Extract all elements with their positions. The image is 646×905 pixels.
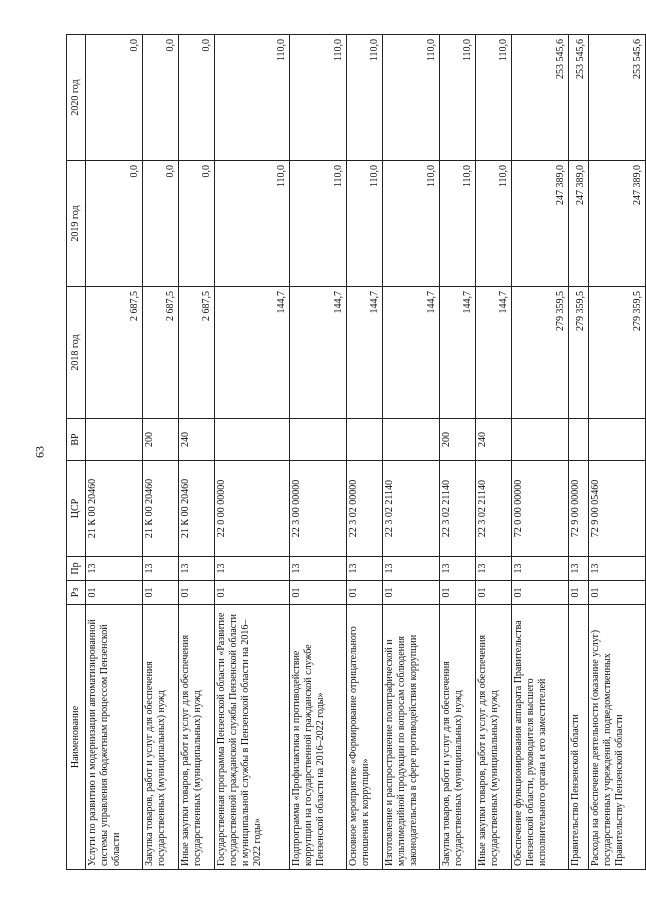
cell-vr: 200 [143, 419, 179, 461]
cell-y2020: 110,0 [440, 35, 476, 161]
cell-csr: 21 К 00 20460 [86, 461, 143, 557]
cell-y2018: 279 359,5 [512, 287, 569, 419]
cell-y2019: 110,0 [440, 161, 476, 287]
cell-y2020: 110,0 [215, 35, 290, 161]
table-row [215, 35, 290, 870]
cell-y2018: 144,7 [440, 287, 476, 419]
table-row [347, 35, 383, 870]
cell-pr: 13 [512, 557, 569, 581]
cell-csr: 72 9 00 00000 [569, 461, 589, 557]
cell-csr: 22 3 02 21140 [476, 461, 512, 557]
cell-rz: 01 [290, 581, 347, 605]
table-row [440, 35, 476, 870]
cell-name: Расходы на обеспечение деятельности (оказание услуг) государственных учреждений, подведомственных Правительству Пензенской области [589, 605, 646, 870]
cell-y2019: 0,0 [143, 161, 179, 287]
header-2020: 2020 год [67, 35, 86, 161]
cell-csr: 72 9 00 05460 [589, 461, 646, 557]
cell-name: Основное мероприятие «Формирование отрицательного отношения к коррупции» [347, 605, 383, 870]
table-header-row [67, 35, 86, 870]
cell-y2020: 110,0 [347, 35, 383, 161]
cell-pr: 13 [347, 557, 383, 581]
cell-name: Правительство Пензенской области [569, 605, 589, 870]
cell-y2019: 247 389,0 [512, 161, 569, 287]
cell-name: Закупка товаров, работ и услуг для обеспечения государственных (муниципальных) нужд [143, 605, 179, 870]
cell-name: Иные закупки товаров, работ и услуг для обеспечения государственных (муниципальных) нужд [476, 605, 512, 870]
cell-y2018: 2 687,5 [86, 287, 143, 419]
cell-y2018: 2 687,5 [143, 287, 179, 419]
cell-rz: 01 [589, 581, 646, 605]
cell-y2020: 0,0 [86, 35, 143, 161]
cell-y2020: 253 545,6 [589, 35, 646, 161]
cell-pr: 13 [143, 557, 179, 581]
cell-csr: 22 3 02 21140 [383, 461, 440, 557]
cell-csr: 22 0 00 00000 [215, 461, 290, 557]
table-row [86, 35, 143, 870]
cell-vr [347, 419, 383, 461]
cell-vr [290, 419, 347, 461]
cell-name: Подпрограмма «Профилактика и противодействие коррупции на государственной гражданской службе Пензенской области на 2016–2022 годы» [290, 605, 347, 870]
cell-y2018: 144,7 [347, 287, 383, 419]
cell-y2020: 0,0 [179, 35, 215, 161]
table-row [383, 35, 440, 870]
table-row [512, 35, 569, 870]
table-body [86, 35, 646, 870]
cell-vr [86, 419, 143, 461]
cell-csr: 21 К 00 20460 [179, 461, 215, 557]
cell-pr: 13 [383, 557, 440, 581]
cell-vr [383, 419, 440, 461]
cell-vr: 240 [476, 419, 512, 461]
table-row [589, 35, 646, 870]
page-number-text: 63 [32, 446, 47, 458]
cell-name: Обеспечение функционирования аппарата Правительства Пензенской области, руководителя высшего исполнительного органа и его заместителей [512, 605, 569, 870]
cell-pr: 13 [86, 557, 143, 581]
cell-y2019: 247 389,0 [589, 161, 646, 287]
header-csr: ЦСР [67, 461, 86, 557]
cell-y2020: 253 545,6 [569, 35, 589, 161]
cell-y2019: 110,0 [476, 161, 512, 287]
cell-y2018: 144,7 [476, 287, 512, 419]
cell-y2020: 110,0 [290, 35, 347, 161]
cell-y2020: 110,0 [383, 35, 440, 161]
cell-name: Государственная программа Пензенской области «Развитие государственной гражданской службы Пензенской области и муниципальной службы в Пензенской области на 2016–2022 годы» [215, 605, 290, 870]
cell-y2019: 0,0 [86, 161, 143, 287]
cell-y2019: 110,0 [290, 161, 347, 287]
cell-y2018: 2 687,5 [179, 287, 215, 419]
cell-csr: 72 0 00 00000 [512, 461, 569, 557]
cell-y2019: 0,0 [179, 161, 215, 287]
cell-vr: 240 [179, 419, 215, 461]
table-row [179, 35, 215, 870]
rotated-page-content [66, 35, 643, 870]
cell-pr: 13 [476, 557, 512, 581]
cell-csr: 22 3 02 00000 [347, 461, 383, 557]
table-row [569, 35, 589, 870]
cell-rz: 01 [179, 581, 215, 605]
cell-pr: 13 [440, 557, 476, 581]
cell-y2018: 279 359,5 [589, 287, 646, 419]
cell-y2018: 279 359,5 [569, 287, 589, 419]
cell-pr: 13 [215, 557, 290, 581]
cell-y2019: 247 389,0 [569, 161, 589, 287]
cell-y2018: 144,7 [290, 287, 347, 419]
cell-y2020: 253 545,6 [512, 35, 569, 161]
header-rz: Рз [67, 581, 86, 605]
cell-rz: 01 [143, 581, 179, 605]
cell-rz: 01 [569, 581, 589, 605]
cell-y2018: 144,7 [215, 287, 290, 419]
cell-csr: 22 3 00 00000 [290, 461, 347, 557]
header-2019: 2019 год [67, 161, 86, 287]
cell-pr: 13 [569, 557, 589, 581]
header-2018: 2018 год [67, 287, 86, 419]
cell-y2019: 110,0 [383, 161, 440, 287]
cell-rz: 01 [383, 581, 440, 605]
cell-rz: 01 [215, 581, 290, 605]
header-vr: ВР [67, 419, 86, 461]
cell-vr [589, 419, 646, 461]
cell-rz: 01 [347, 581, 383, 605]
cell-pr: 13 [290, 557, 347, 581]
cell-csr: 22 3 02 21140 [440, 461, 476, 557]
cell-y2019: 110,0 [215, 161, 290, 287]
cell-vr [512, 419, 569, 461]
cell-name: Услуги по развитию и модернизации автоматизированной системы управления бюджетным процессом Пензенской области [86, 605, 143, 870]
cell-vr [569, 419, 589, 461]
cell-name: Иные закупки товаров, работ и услуг для обеспечения государственных (муниципальных) нужд [179, 605, 215, 870]
cell-pr: 13 [589, 557, 646, 581]
cell-y2018: 144,7 [383, 287, 440, 419]
cell-name: Закупка товаров, работ и услуг для обеспечения государственных (муниципальных) нужд [440, 605, 476, 870]
cell-vr: 200 [440, 419, 476, 461]
cell-y2019: 110,0 [347, 161, 383, 287]
cell-y2020: 110,0 [476, 35, 512, 161]
budget-table [66, 34, 646, 870]
table-row [476, 35, 512, 870]
cell-pr: 13 [179, 557, 215, 581]
table-row [290, 35, 347, 870]
cell-vr [215, 419, 290, 461]
cell-rz: 01 [476, 581, 512, 605]
header-pr: Пр [67, 557, 86, 581]
header-name: Наименование [67, 605, 86, 870]
cell-rz: 01 [512, 581, 569, 605]
cell-rz: 01 [440, 581, 476, 605]
cell-csr: 21 К 00 20460 [143, 461, 179, 557]
cell-y2020: 0,0 [143, 35, 179, 161]
table-row [143, 35, 179, 870]
cell-name: Изготовление и распространение полиграфической и мультимедийной продукции по вопросам соблюдения законодательства в сфере противодействия коррупции [383, 605, 440, 870]
cell-rz: 01 [86, 581, 143, 605]
